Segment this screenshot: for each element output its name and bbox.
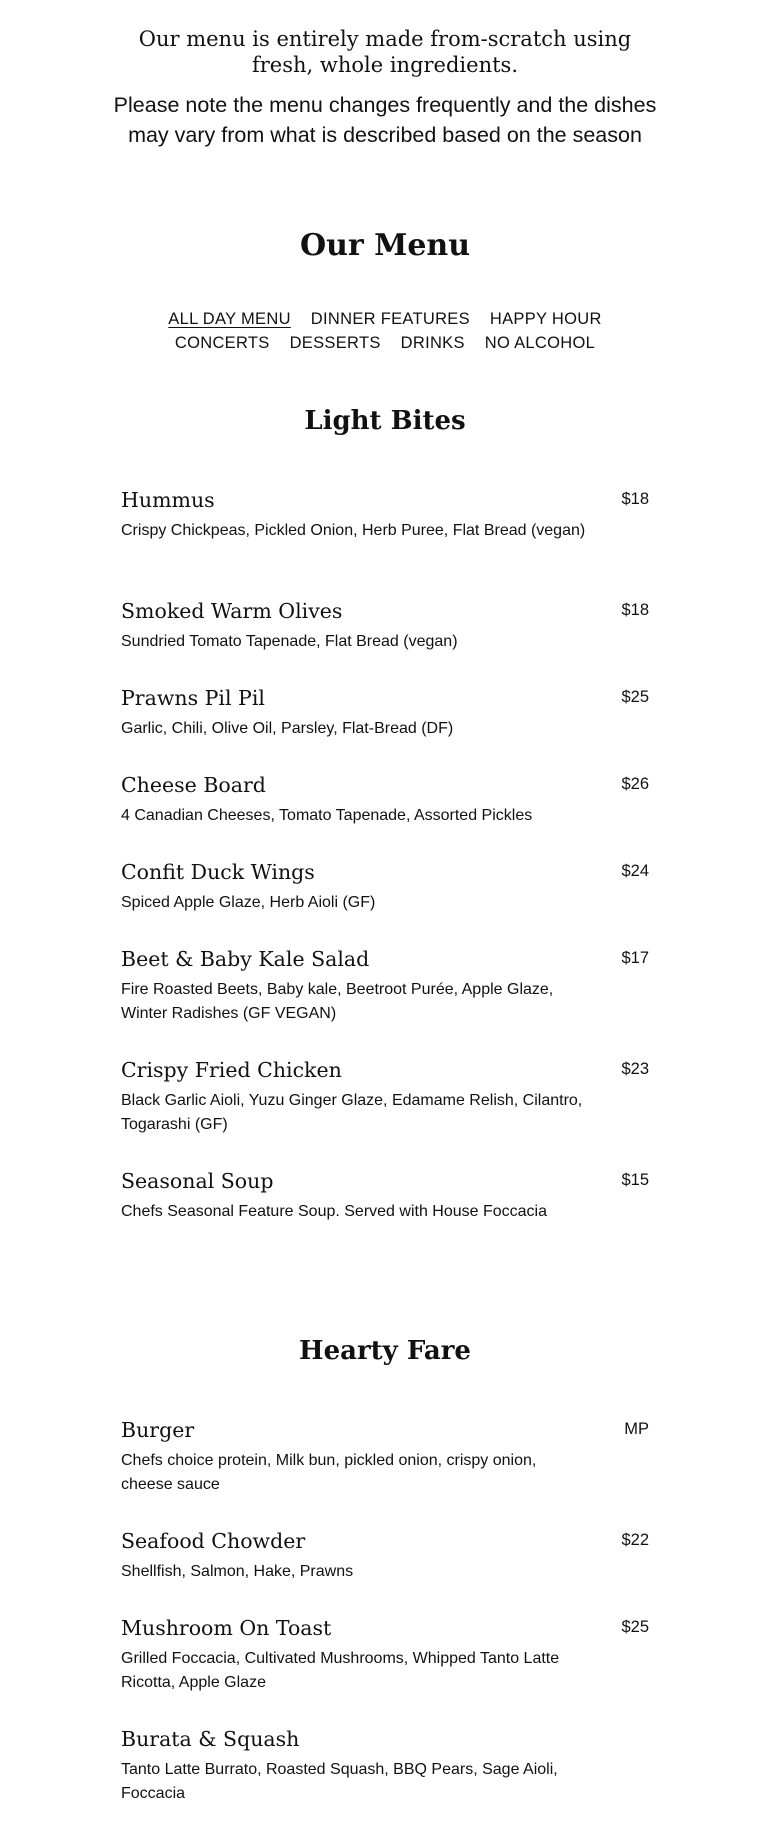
menu-item <box>121 772 649 828</box>
item-name: Cheese Board <box>121 773 266 797</box>
menu-item <box>121 1168 649 1224</box>
item-name: Mushroom On Toast <box>121 1616 332 1640</box>
item-price: $25 <box>621 1618 649 1636</box>
item-name: Smoked Warm Olives <box>121 599 343 623</box>
item-price: $26 <box>621 775 649 793</box>
tab-concerts[interactable]: CONCERTS <box>174 334 270 352</box>
menu-tabs-row-1 <box>0 310 770 329</box>
item-price: $17 <box>621 949 649 967</box>
menu-item <box>121 685 649 741</box>
item-name: Burger <box>121 1418 195 1442</box>
tab-desserts[interactable]: DESSERTS <box>289 334 381 352</box>
item-price: $23 <box>621 1060 649 1078</box>
item-name: Hummus <box>121 488 215 512</box>
item-name: Crispy Fried Chicken <box>121 1058 342 1082</box>
menu-item <box>121 946 649 1026</box>
item-price: $24 <box>621 862 649 880</box>
item-name: Prawns Pil Pil <box>121 686 265 710</box>
tab-dinner-features[interactable]: DINNER FEATURES <box>310 310 470 328</box>
item-name: Burata & Squash <box>121 1727 300 1751</box>
item-description: Grilled Foccacia, Cultivated Mushrooms, Whipped Tanto Latte Ricotta, Apple Glaze <box>121 1650 560 1691</box>
menu-item <box>121 1615 649 1695</box>
item-price: $18 <box>621 601 649 619</box>
tab-all-day-menu[interactable]: ALL DAY MENU <box>168 310 291 328</box>
item-name: Seasonal Soup <box>121 1169 274 1193</box>
item-description: Shellfish, Salmon, Hake, Prawns <box>121 1563 354 1580</box>
item-price: $15 <box>621 1171 649 1189</box>
menu-tabs-row-2 <box>0 334 770 353</box>
item-price: $22 <box>621 1531 649 1549</box>
menu-item <box>121 1726 649 1806</box>
item-description: Black Garlic Aioli, Yuzu Ginger Glaze, Edamame Relish, Cilantro, Togarashi (GF) <box>121 1092 583 1133</box>
item-price: MP <box>624 1420 649 1438</box>
menu-item <box>121 598 649 654</box>
section-title-light-bites: Light Bites <box>304 406 466 436</box>
item-name: Confit Duck Wings <box>121 860 315 884</box>
item-price: $18 <box>621 490 649 508</box>
menu-item <box>121 1528 649 1584</box>
menu-item <box>121 1417 649 1497</box>
item-description: Fire Roasted Beets, Baby kale, Beetroot Purée, Apple Glaze, Winter Radishes (GF VEGAN) <box>121 981 554 1022</box>
item-description: Tanto Latte Burrato, Roasted Squash, BBQ Pears, Sage Aioli, Foccacia <box>121 1761 558 1802</box>
item-description: Spiced Apple Glaze, Herb Aioli (GF) <box>121 894 376 911</box>
page-title: Our Menu <box>299 228 471 263</box>
item-description: Garlic, Chili, Olive Oil, Parsley, Flat-Bread (DF) <box>121 720 454 737</box>
section-title-hearty-fare: Hearty Fare <box>299 1336 471 1366</box>
tab-no-alcohol[interactable]: NO ALCOHOL <box>484 334 596 352</box>
menu-item <box>121 859 649 915</box>
intro-headline: Our menu is entirely made from-scratch using fresh, whole ingredients. <box>138 27 632 77</box>
item-description: Crispy Chickpeas, Pickled Onion, Herb Puree, Flat Bread (vegan) <box>121 522 586 539</box>
item-description: 4 Canadian Cheeses, Tomato Tapenade, Assorted Pickles <box>121 807 533 824</box>
intro-note: Please note the menu changes frequently and the dishes may vary from what is described based on the season <box>113 93 657 147</box>
tab-drinks[interactable]: DRINKS <box>400 334 465 352</box>
item-name: Seafood Chowder <box>121 1529 306 1553</box>
item-name: Beet & Baby Kale Salad <box>121 947 370 971</box>
menu-item <box>121 1057 649 1137</box>
item-description: Chefs choice protein, Milk bun, pickled onion, crispy onion, cheese sauce <box>121 1452 537 1493</box>
menu-item <box>121 487 649 543</box>
item-price: $25 <box>621 688 649 706</box>
item-description: Sundried Tomato Tapenade, Flat Bread (vegan) <box>121 633 458 650</box>
tab-happy-hour[interactable]: HAPPY HOUR <box>489 310 602 328</box>
item-description: Chefs Seasonal Feature Soup. Served with House Foccacia <box>121 1203 548 1220</box>
